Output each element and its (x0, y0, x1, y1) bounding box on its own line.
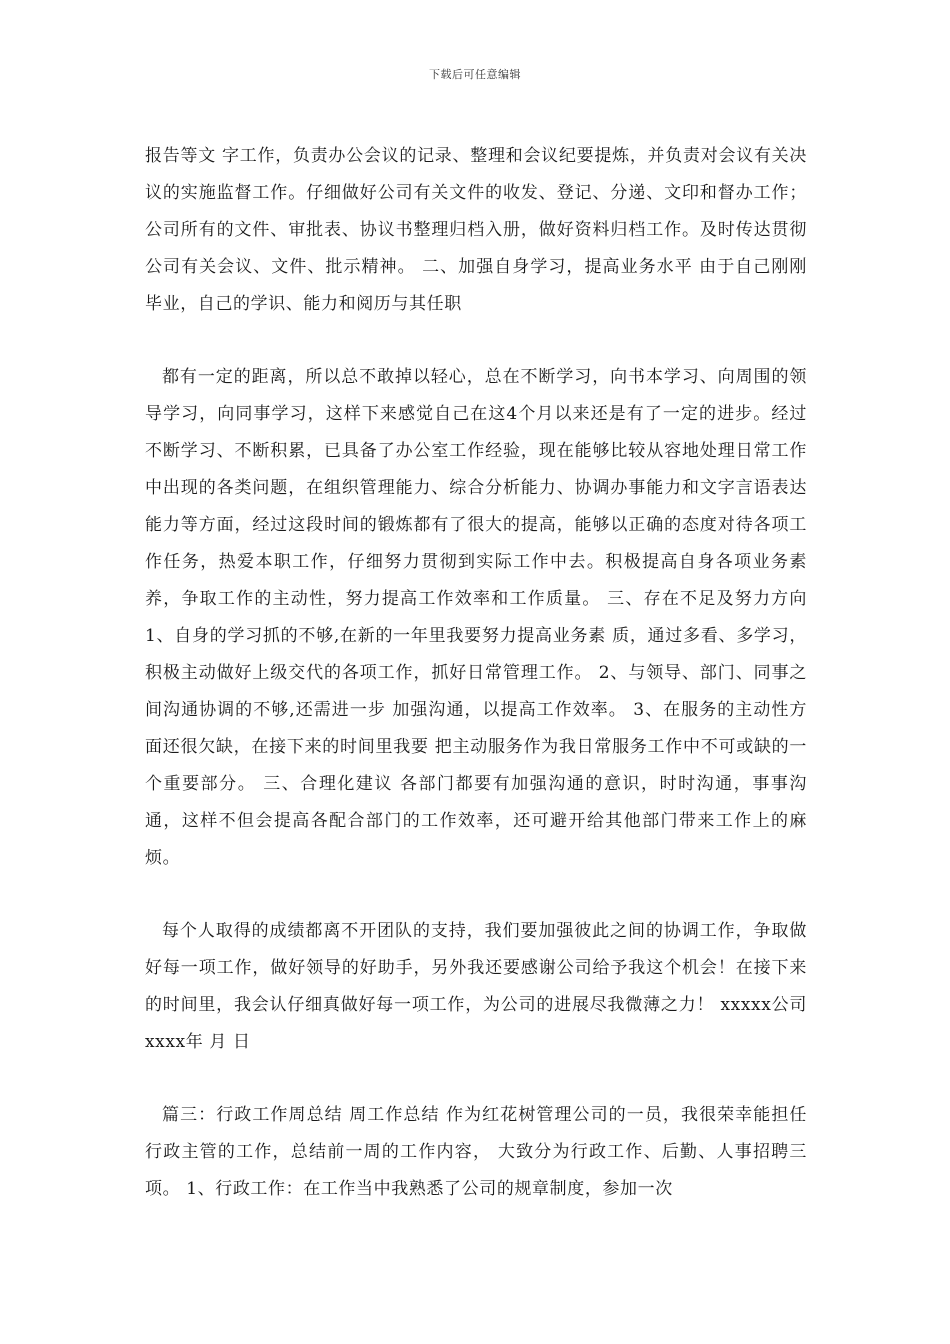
paragraph-3: 每个人取得的成绩都离不开团队的支持，我们要加强彼此之间的协调工作，争取做好每一项工作，做好领导的好助手，另外我还要感谢公司给予我这个机会！在接下来的时间里，我会认仔细真做好每一项工作，为公司的进展尽我微薄之力！ xxxxx公司xxxx年 月 日 (145, 921, 807, 1052)
paragraph-spacer (145, 323, 807, 359)
paragraph-4: 篇三：行政工作周总结 周工作总结 作为红花树管理公司的一员，我很荣幸能担任行政主管的工作，总结前一周的工作内容， 大致分为行政工作、后勤、人事招聘三项。 1、行政工作：在工作当中我熟悉了公司的规章制度，参加一次 (145, 1105, 807, 1199)
document-body (145, 138, 807, 1208)
paragraph-2: 都有一定的距离，所以总不敢掉以轻心，总在不断学习，向书本学习、向周围的领导学习，向同事学习，这样下来感觉自己在这4个月以来还是有了一定的进步。经过不断学习、不断积累，已具备了办公室工作经验，现在能够比较从容地处理日常工作中出现的各类问题，在组织管理能力、综合分析能力、协调办事能力和文字言语表达能力等方面，经过这段时间的锻炼都有了很大的提高，能够以正确的态度对待各项工作任务，热爱本职工作，仔细努力贯彻到实际工作中去。积极提高自身各项业务素养，争取工作的主动性，努力提高工作效率和工作质量。 三、存在不足及努力方向 1、自身的学习抓的不够,在新的一年里我要努力提高业务素 质，通过多看、多学习，积极主动做好上级交代的各项工作，抓好日常管理工作。 2、与领导、部门、同事之间沟通协调的不够,还需进一步 加强沟通，以提高工作效率。 3、在服务的主动性方面还很欠缺，在接下来的时间里我要 把主动服务作为我日常服务工作中不可或缺的一个重要部分。 三、合理化建议 各部门都要有加强沟通的意识，时时沟通，事事沟通，这样不但会提高各配合部门的工作效率，还可避开给其他部门带来工作上的麻烦。 (145, 367, 807, 868)
paragraph-1: 报告等文 字工作，负责办公会议的记录、整理和会议纪要提炼，并负责对会议有关决议的实施监督工作。仔细做好公司有关文件的收发、登记、分递、文印和督办工作；公司所有的文件、审批表、协议书整理归档入册，做好资料归档工作。及时传达贯彻公司有关会议、文件、批示精神。 二、加强自身学习，提高业务水平 由于自己刚刚毕业，自己的学识、能力和阅历与其任职 (145, 146, 807, 314)
paragraph-spacer (145, 1061, 807, 1097)
page-header-note: 下载后可任意编辑 (429, 68, 521, 81)
paragraph-spacer (145, 877, 807, 913)
